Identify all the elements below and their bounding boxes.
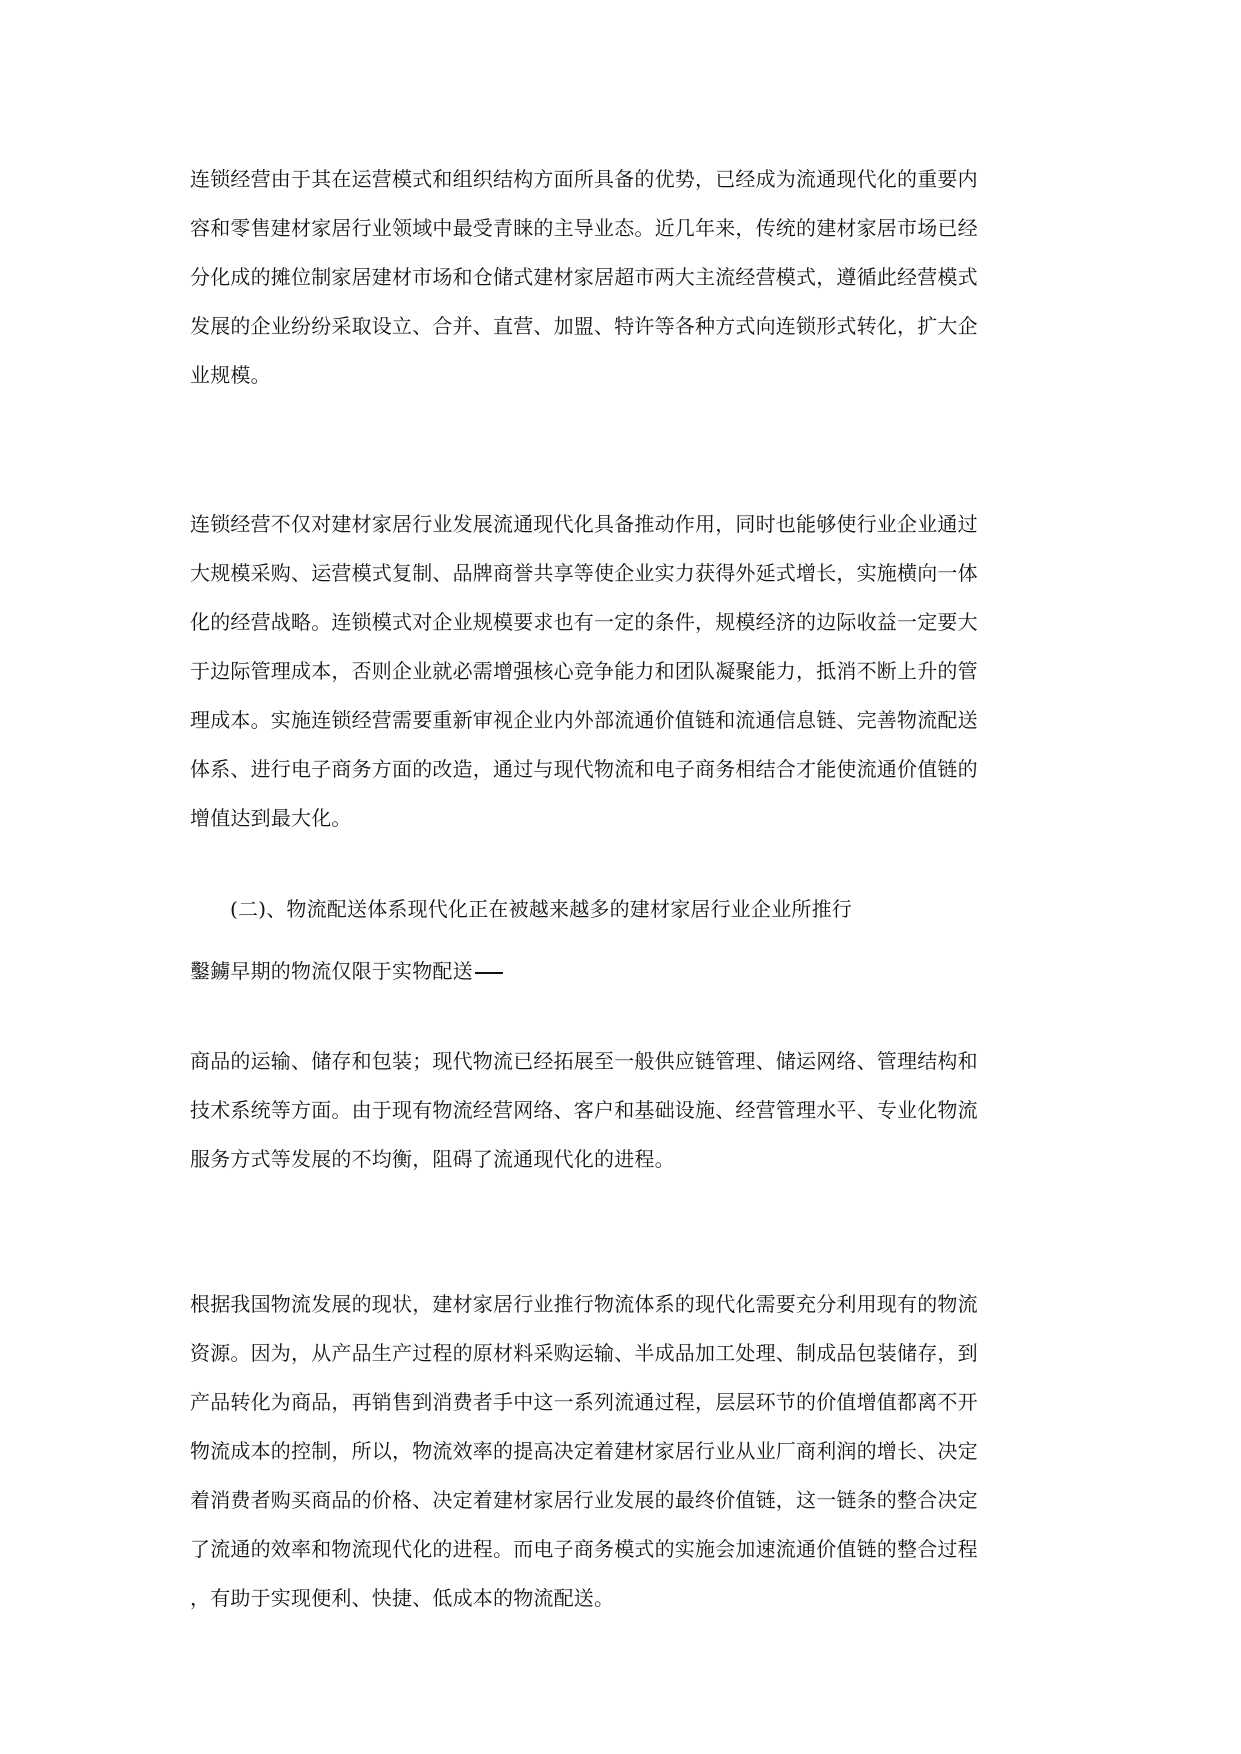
- text-line: 理成本。实施连锁经营需要重新审视企业内外部流通价值链和流通信息链、完善物流配送: [190, 708, 978, 732]
- paragraph-logistics-modernization: [190, 1280, 1050, 1623]
- text-line: 根据我国物流发展的现状，建材家居行业推行物流体系的现代化需要充分利用现有的物流: [190, 1292, 978, 1316]
- paragraph-chain-benefits: [190, 500, 1050, 843]
- text-line: 连锁经营由于其在运营模式和组织结构方面所具备的优势，已经成为流通现代化的重要内: [190, 167, 978, 191]
- text-line: 了流通的效率和物流现代化的进程。而电子商务模式的实施会加速流通价值链的整合过程: [190, 1537, 978, 1561]
- section-heading-text: (二)、物流配送体系现代化正在被越来越多的建材家居行业企业所推行: [230, 897, 853, 921]
- text-line: 技术系统等方面。由于现有物流经营网络、客户和基础设施、经营管理水平、专业化物流: [190, 1098, 978, 1122]
- text-line: [190, 952, 1050, 990]
- text-line: 资源。因为，从产品生产过程的原材料采购运输、半成品加工处理、制成品包装储存，到: [190, 1341, 978, 1365]
- text-line: 产品转化为商品，再销售到消费者手中这一系列流通过程，层层环节的价值增值都离不开: [190, 1390, 978, 1414]
- text-line: 分化成的摊位制家居建材市场和仓储式建材家居超市两大主流经营模式，遵循此经营模式: [190, 265, 978, 289]
- text-line: 于边际管理成本，否则企业就必需增强核心竞争能力和团队凝聚能力，抵消不断上升的管: [190, 659, 978, 683]
- em-dash: [475, 972, 503, 974]
- section-heading: [230, 885, 1090, 934]
- text-line: ，有助于实现便利、快捷、低成本的物流配送。: [190, 1586, 615, 1610]
- text-line: 容和零售建材家居行业领域中最受青睐的主导业态。近几年来，传统的建材家居市场已经: [190, 216, 978, 240]
- text-line: 体系、进行电子商务方面的改造，通过与现代物流和电子商务相结合才能使流通价值链的: [190, 757, 978, 781]
- text-line: 着消费者购买商品的价格、决定着建材家居行业发展的最终价值链，这一链条的整合决定: [190, 1488, 978, 1512]
- paragraph-logistics: [190, 1037, 1050, 1184]
- text-line: 连锁经营不仅对建材家居行业发展流通现代化具备推动作用，同时也能够使行业企业通过: [190, 512, 978, 536]
- text-line: 物流成本的控制，所以，物流效率的提高决定着建材家居行业从业厂商利润的增长、决定: [190, 1439, 978, 1463]
- paragraph-logistics-intro: [190, 952, 1050, 990]
- text-line-content: 鑿鐪早期的物流仅限于实物配送: [190, 959, 473, 983]
- text-line: 化的经营战略。连锁模式对企业规模要求也有一定的条件，规模经济的边际收益一定要大: [190, 610, 978, 634]
- text-line: 商品的运输、储存和包装；现代物流已经拓展至一般供应链管理、储运网络、管理结构和: [190, 1049, 978, 1073]
- text-line: 服务方式等发展的不均衡，阻碍了流通现代化的进程。: [190, 1147, 675, 1171]
- text-line: 业规模。: [190, 363, 271, 387]
- paragraph-chain-operation: [190, 155, 1050, 400]
- text-line: 发展的企业纷纷采取设立、合并、直营、加盟、特许等各种方式向连锁形式转化，扩大企: [190, 314, 978, 338]
- text-line: 大规模采购、运营模式复制、品牌商誉共享等使企业实力获得外延式增长，实施横向一体: [190, 561, 978, 585]
- text-line: 增值达到最大化。: [190, 806, 352, 830]
